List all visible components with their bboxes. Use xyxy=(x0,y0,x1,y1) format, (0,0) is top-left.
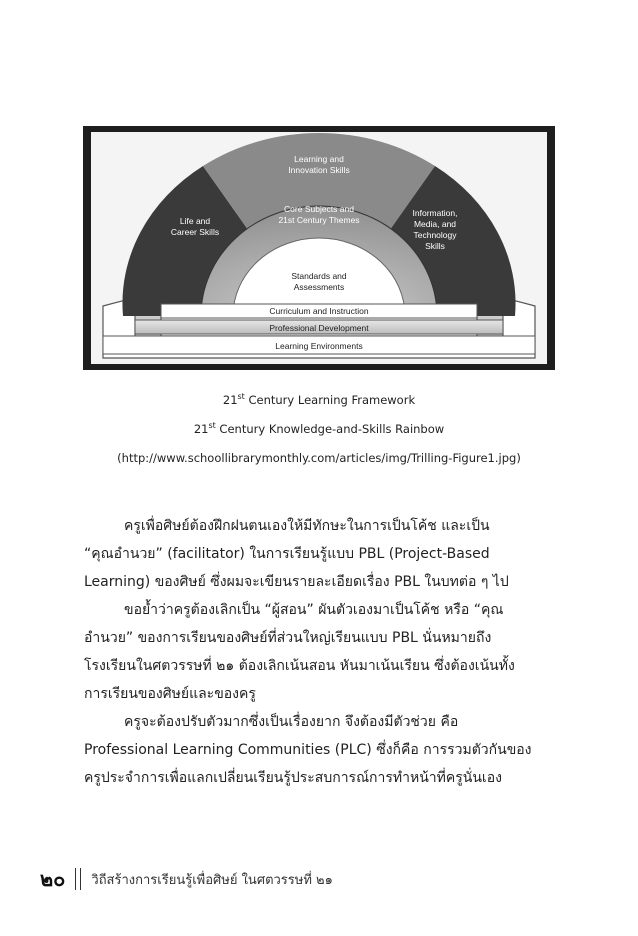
paragraph-2 xyxy=(84,596,556,708)
label-information-4: Skills xyxy=(425,241,445,251)
paragraph-line: “คุณอำนวย” (facilitator) ในการเรียนรู้แบบ PBL (Project-Based xyxy=(84,546,490,562)
label-information-3: Technology xyxy=(413,230,457,240)
paragraph-line: ครูจะต้องปรับตัวมากซึ่งเป็นเรื่องยาก จึงต้องมีตัวช่วย คือ xyxy=(124,714,459,730)
label-core-subjects-2: 21st Century Themes xyxy=(278,215,360,225)
label-professional-development: Professional Development xyxy=(269,323,369,333)
paragraph-line: ครูเพื่อศิษย์ต้องฝึกฝนตนเองให้มีทักษะในการเป็นโค้ช และเป็น xyxy=(124,518,490,534)
label-life-career-2: Career Skills xyxy=(170,227,220,237)
paragraph-line: การเรียนของศิษย์และของครู xyxy=(84,686,256,702)
paragraph-line: ขอย้ำว่าครูต้องเลิกเป็น “ผู้สอน” ผันตัวเองมาเป็นโค้ช หรือ “คุณ xyxy=(124,602,504,618)
rainbow-diagram xyxy=(83,126,555,370)
paragraph-line: Professional Learning Communities (PLC) ซึ่งก็คือ การรวมตัวกันของ xyxy=(84,742,532,758)
caption-framework: 21st Century Learning Framework xyxy=(222,392,416,407)
label-standards-2: Assessments xyxy=(293,282,345,292)
page-number: ๒๐ xyxy=(40,867,66,891)
label-information-1: Information, xyxy=(412,208,458,218)
label-curriculum: Curriculum and Instruction xyxy=(269,306,369,316)
label-core-subjects-1: Core Subjects and xyxy=(284,204,354,214)
label-life-career-1: Life and xyxy=(179,216,211,226)
paragraph-line: Learning) ของศิษย์ ซึ่งผมจะเขียนรายละเอียดเรื่อง PBL ในบทต่อ ๆ ไป xyxy=(84,574,509,590)
footer-divider xyxy=(75,868,81,890)
label-learning-innovation-1: Learning and xyxy=(294,154,344,164)
paragraph-line: ครูประจำการเพื่อแลกเปลี่ยนเรียนรู้ประสบการณ์การทำหน้าที่ครูนั่นเอง xyxy=(84,770,502,786)
paragraph-line: อำนวย” ของการเรียนของศิษย์ที่ส่วนใหญ่เรียนแบบ PBL นั่นหมายถึง xyxy=(84,630,492,646)
label-learning-environments: Learning Environments xyxy=(275,341,363,351)
footer-book-title: วิถีสร้างการเรียนรู้เพื่อศิษย์ ในศตวรรษที่ ๒๑ xyxy=(91,872,333,888)
paragraph-1 xyxy=(84,512,556,596)
caption-rainbow: 21st Century Knowledge-and-Skills Rainbow xyxy=(193,421,445,436)
page-footer xyxy=(40,867,333,891)
caption-source-url: (http://www.schoollibrarymonthly.com/articles/img/Trilling-Figure1.jpg) xyxy=(117,451,521,465)
label-information-2: Media, and xyxy=(413,219,457,229)
paragraph-3 xyxy=(84,708,556,792)
label-standards-1: Standards and xyxy=(291,271,347,281)
paragraph-line: โรงเรียนในศตวรรษที่ ๒๑ ต้องเลิกเน้นสอน หันมาเน้นเรียน ซึ่งต้องเน้นทั้ง xyxy=(84,658,515,674)
label-learning-innovation-2: Innovation Skills xyxy=(288,165,350,175)
